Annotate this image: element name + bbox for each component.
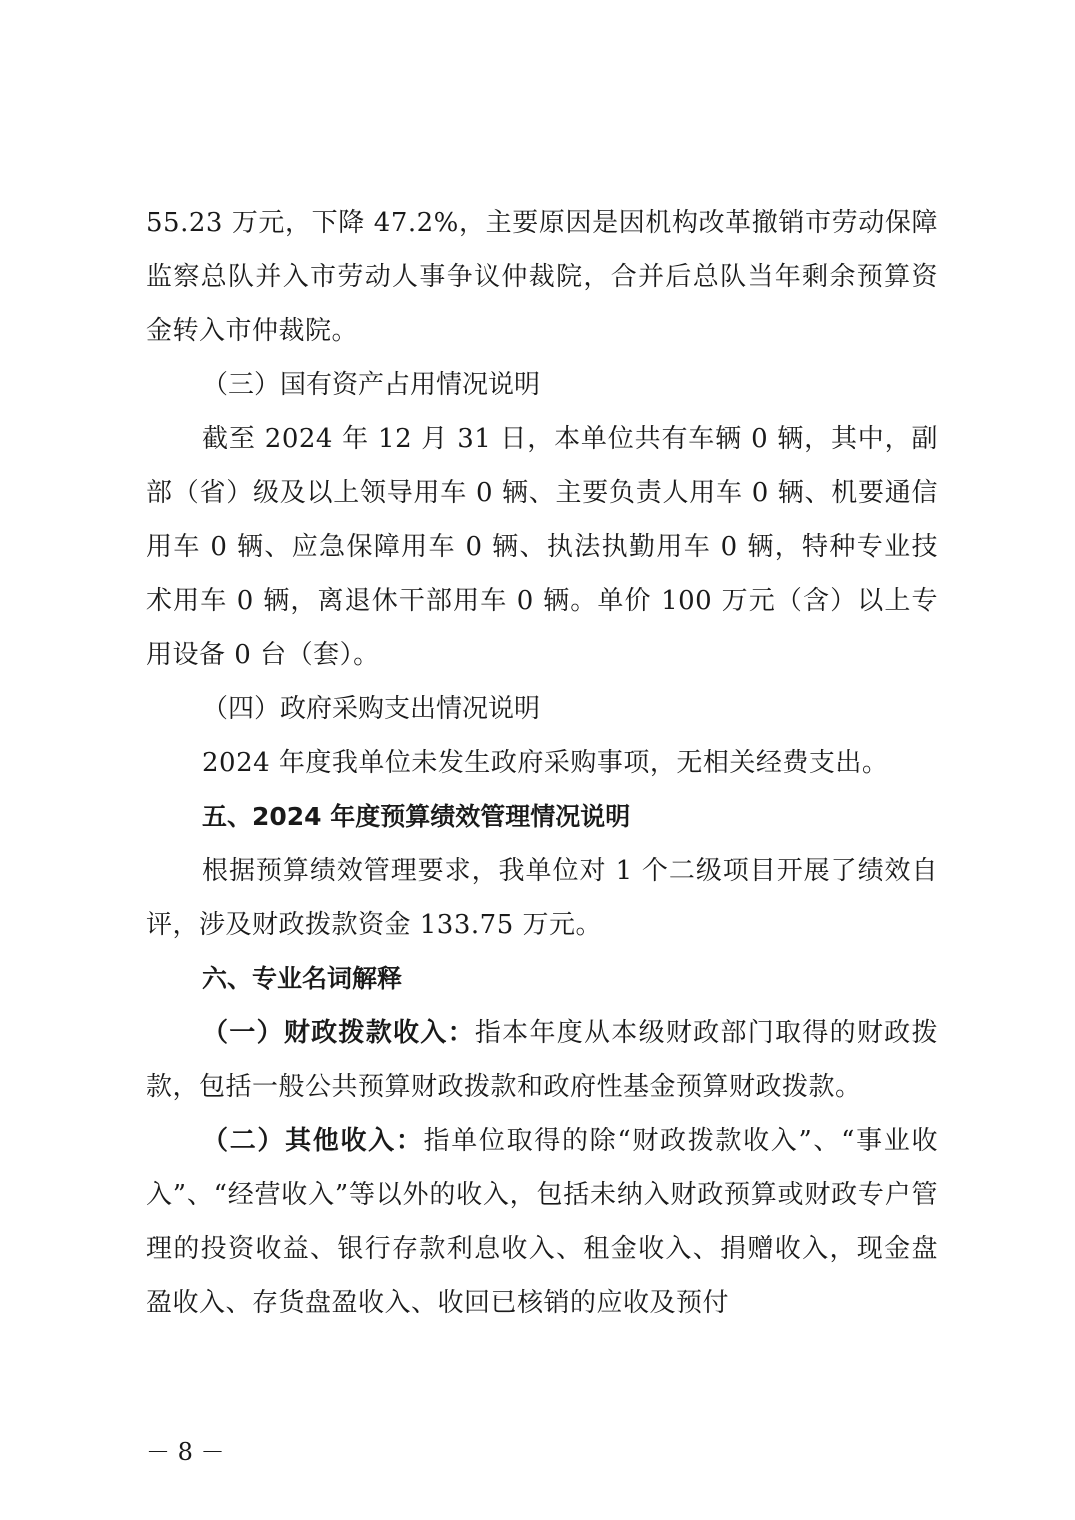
term-2-paragraph: [146, 1114, 938, 1330]
section-3-title: （三）国有资产占用情况说明: [202, 370, 541, 400]
section-3-paragraph: 截至 2024 年 12 月 31 日，本单位共有车辆 0 辆，其中，副部（省）级及以上领导用车 0 辆、主要负责人用车 0 辆、机要通信用车 0 辆、应急保障用车 0 辆、执法执勤用车 0 辆，特种专业技术用车 0 辆，离退休干部用车 0 辆。单价 100 万元（含）以上专用设备 0 台（套）。: [146, 424, 938, 670]
heading-5: 五、2024 年度预算绩效管理情况说明: [202, 802, 631, 831]
document-body: [146, 196, 938, 1330]
heading-6: 六、专业名词解释: [202, 964, 403, 993]
section-4-paragraph: 2024 年度我单位未发生政府采购事项，无相关经费支出。: [202, 748, 889, 778]
term-1-label: （一）财政拨款收入：: [202, 1018, 475, 1048]
term-2-label: （二）其他收入：: [202, 1126, 424, 1156]
heading-5-paragraph: 根据预算绩效管理要求，我单位对 1 个二级项目开展了绩效自评，涉及财政拨款资金 133.75 万元。: [146, 856, 938, 940]
term-2-definition: 指单位取得的除“财政拨款收入”、“事业收入”、“经营收入”等以外的收入，包括未纳入财政预算或财政专户管理的投资收益、银行存款利息收入、租金收入、捐赠收入，现金盘盈收入、存货盘盈收入、收回已核销的应收及预付: [146, 1126, 938, 1318]
term-1-paragraph: [146, 1006, 938, 1114]
continuation-paragraph: 55.23 万元，下降 47.2%，主要原因是因机构改革撤销市劳动保障监察总队并入市劳动人事争议仲裁院，合并后总队当年剩余预算资金转入市仲裁院。: [146, 208, 938, 346]
page-number: － 8 －: [146, 1438, 225, 1466]
section-4-title: （四）政府采购支出情况说明: [202, 694, 541, 724]
term-1-definition: 指本年度从本级财政部门取得的财政拨款，包括一般公共预算财政拨款和政府性基金预算财政拨款。: [146, 1018, 938, 1102]
